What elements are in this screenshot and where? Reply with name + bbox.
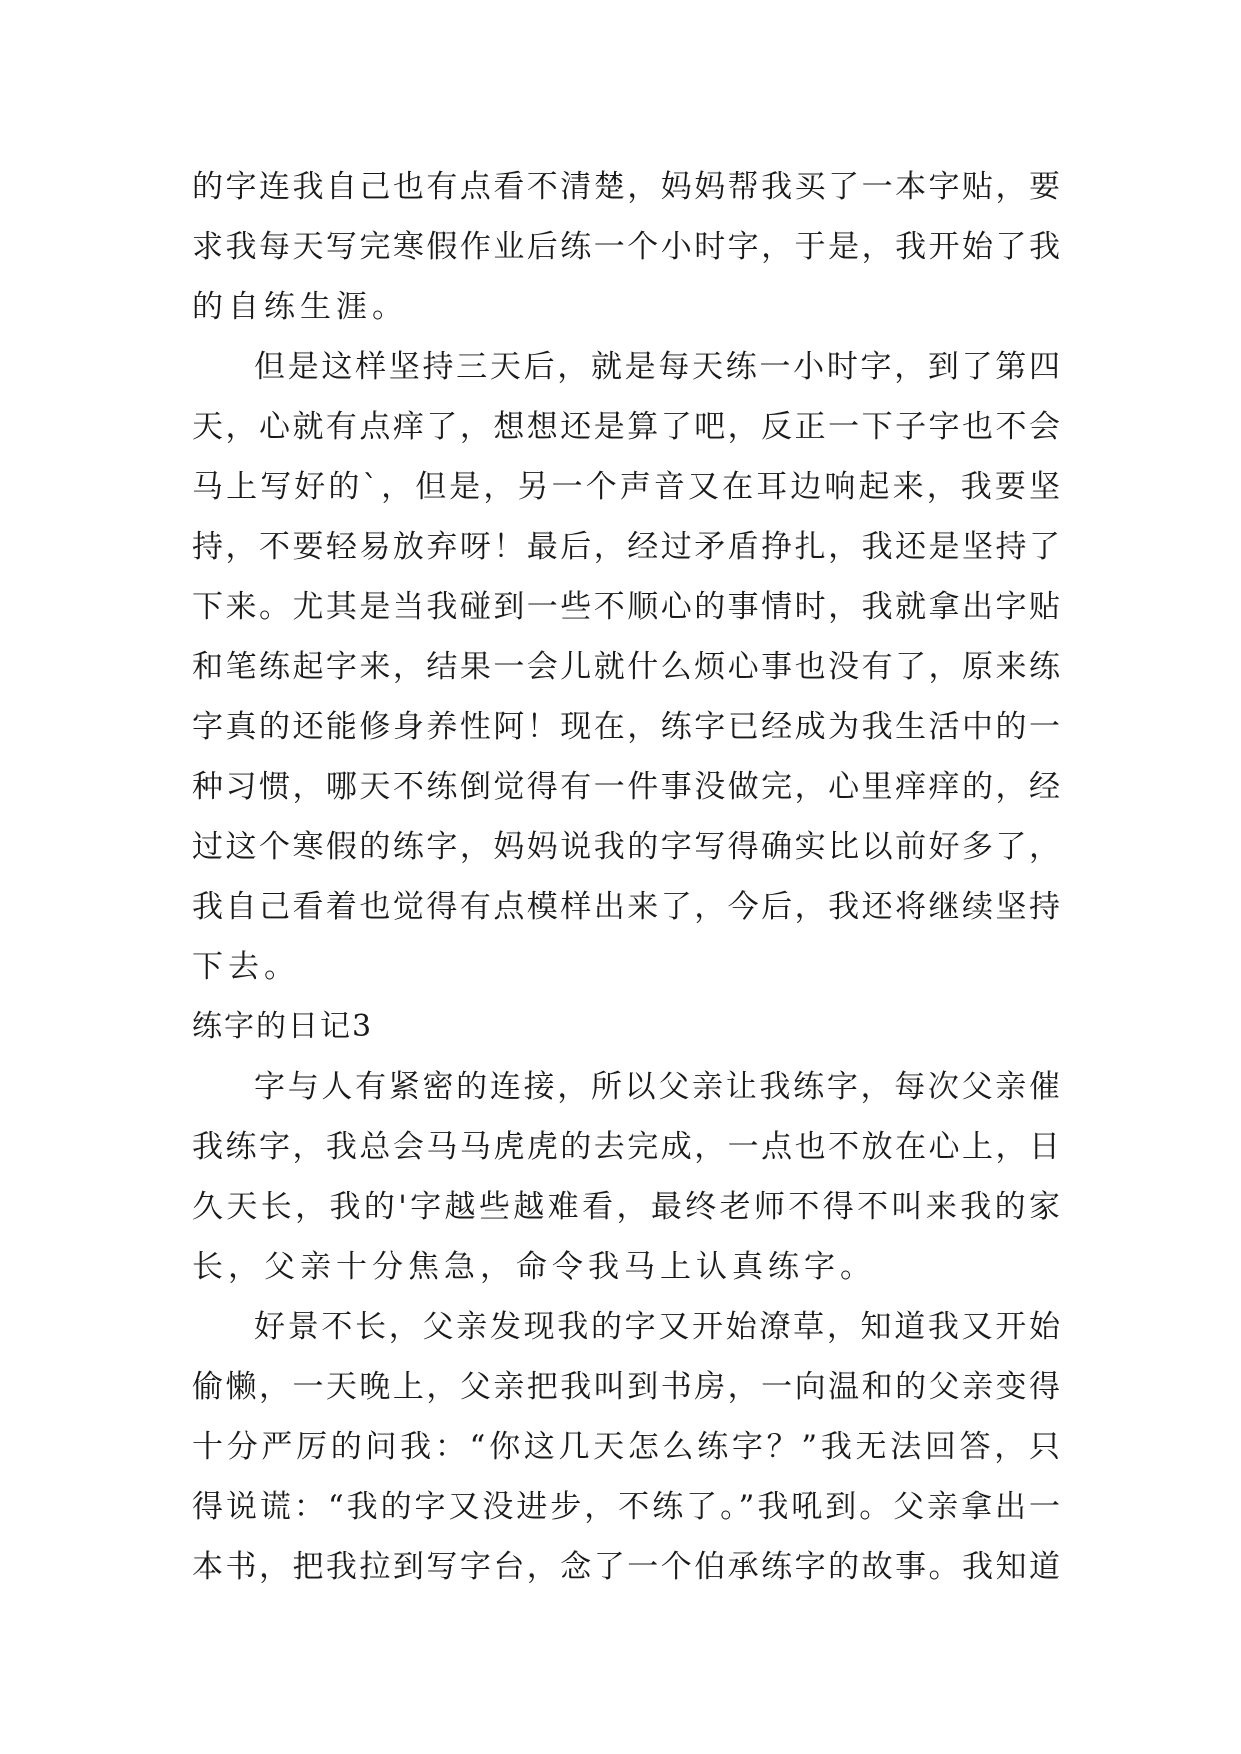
paragraph-line: 偷懒，一天晚上，父亲把我叫到书房，一向温和的父亲变得 bbox=[192, 1369, 1060, 1405]
paragraph-line: 下去。 bbox=[192, 949, 300, 985]
paragraph-line: 我练字，我总会马马虎虎的去完成，一点也不放在心上，日 bbox=[192, 1129, 1060, 1165]
paragraph-line: 但是这样坚持三天后，就是每天练一小时字，到了第四 bbox=[254, 349, 1060, 385]
paragraph-line: 本书，把我拉到写字台，念了一个伯承练字的故事。我知道 bbox=[192, 1549, 1060, 1585]
paragraph-line: 马上写好的`，但是，另一个声音又在耳边响起来，我要坚 bbox=[192, 469, 1060, 505]
paragraph-line: 长，父亲十分焦急，命令我马上认真练字。 bbox=[192, 1249, 876, 1285]
paragraph-line: 求我每天写完寒假作业后练一个小时字，于是，我开始了我 bbox=[192, 229, 1060, 265]
paragraph-line: 的字连我自己也有点看不清楚，妈妈帮我买了一本字贴，要 bbox=[192, 169, 1060, 205]
paragraph-line: 持，不要轻易放弃呀！最后，经过矛盾挣扎，我还是坚持了 bbox=[192, 529, 1060, 565]
paragraph-line: 久天长，我的'字越些越难看，最终老师不得不叫来我的家 bbox=[192, 1189, 1060, 1225]
paragraph-line: 十分严厉的问我：“你这几天怎么练字？”我无法回答，只 bbox=[192, 1429, 1060, 1465]
paragraph-line: 种习惯，哪天不练倒觉得有一件事没做完，心里痒痒的，经 bbox=[192, 769, 1060, 805]
paragraph-line: 得说谎：“我的字又没进步，不练了。”我吼到。父亲拿出一 bbox=[192, 1489, 1060, 1525]
paragraph-line: 字真的还能修身养性阿！现在，练字已经成为我生活中的一 bbox=[192, 709, 1060, 745]
paragraph-line: 天，心就有点痒了，想想还是算了吧，反正一下子字也不会 bbox=[192, 409, 1060, 445]
paragraph-line: 的自练生涯。 bbox=[192, 289, 408, 325]
paragraph-line: 过这个寒假的练字，妈妈说我的字写得确实比以前好多了， bbox=[192, 829, 1060, 865]
paragraph-line: 和笔练起字来，结果一会儿就什么烦心事也没有了，原来练 bbox=[192, 649, 1060, 685]
paragraph-line: 我自己看着也觉得有点模样出来了，今后，我还将继续坚持 bbox=[192, 889, 1060, 925]
paragraph-line: 下来。尤其是当我碰到一些不顺心的事情时，我就拿出字贴 bbox=[192, 589, 1060, 625]
paragraph-line: 好景不长，父亲发现我的字又开始潦草，知道我又开始 bbox=[254, 1309, 1060, 1345]
paragraph-line: 字与人有紧密的连接，所以父亲让我练字，每次父亲催 bbox=[254, 1069, 1060, 1105]
section-heading: 练字的日记3 bbox=[192, 1009, 374, 1044]
